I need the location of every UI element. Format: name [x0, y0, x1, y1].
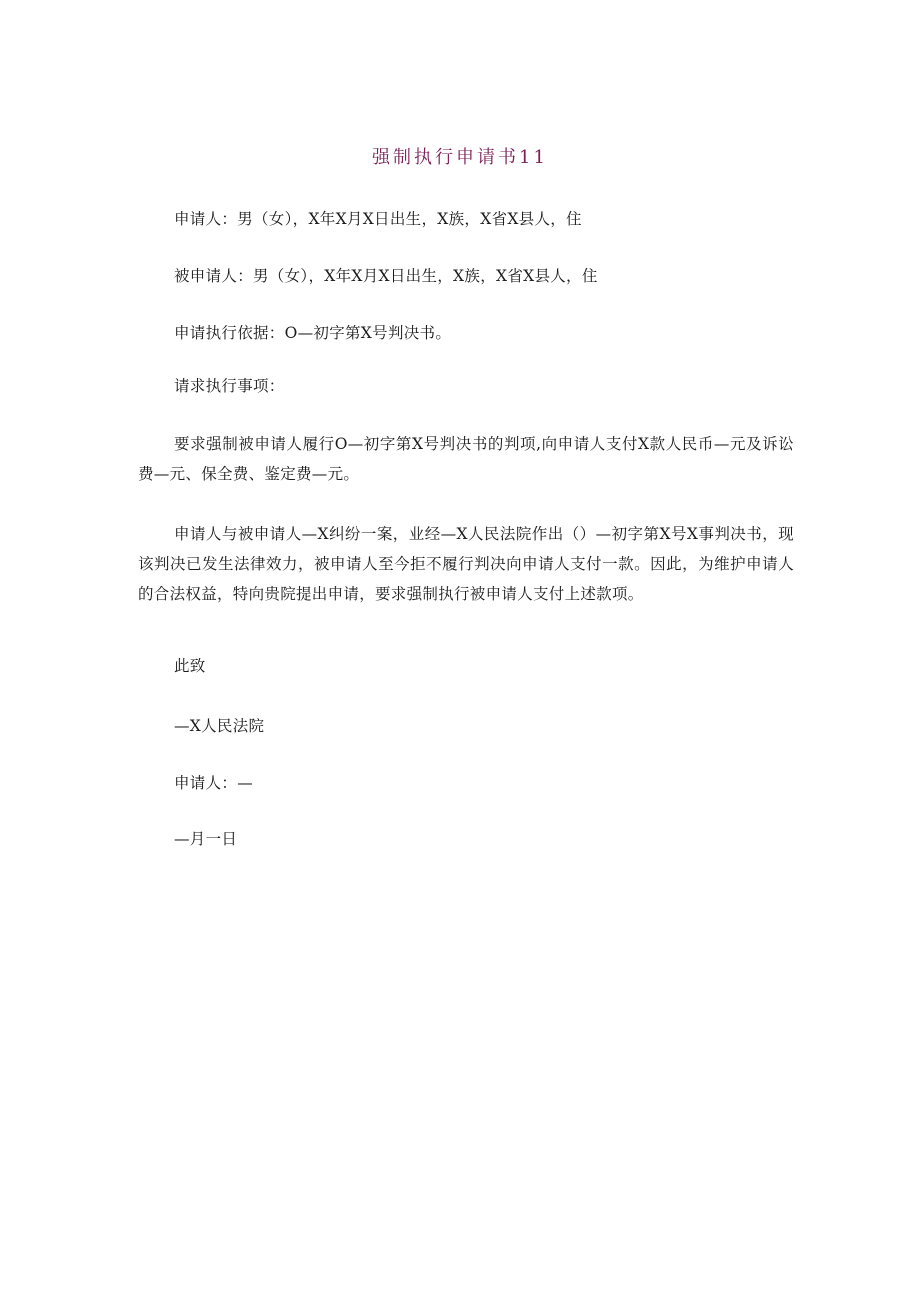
salutation: 此致 — [174, 657, 206, 675]
document-title: 强制执行申请书11 — [372, 147, 548, 168]
addressee-court: —X人民法院 — [174, 717, 265, 735]
signature-applicant: 申请人：— — [174, 774, 254, 792]
execution-items-body: 要求强制被申请人履行O—初字第X号判决书的判项,向申请人支付X款人民币—元及诉讼费—元、保全费、鉴定费—元。 — [138, 435, 794, 483]
signature-date: —月一日 — [174, 830, 238, 848]
respondent-info: 被申请人：男（女），X年X月X日出生，X族，X省X县人，住 — [174, 267, 598, 285]
applicant-info: 申请人：男（女），X年X月X日出生，X族，X省X县人，住 — [174, 210, 582, 228]
facts-and-reasons: 申请人与被申请人—X纠纷一案，业经—X人民法院作出（）—初字第X号X事判决书，现该判决已发生法律效力，被申请人至今拒不履行判决向申请人支付一款。因此，为维护申请人的合法权益，特向贵院提出申请，要求强制执行被申请人支付上述款项。 — [138, 525, 794, 603]
execution-items-heading: 请求执行事项： — [174, 377, 285, 395]
execution-basis: 申请执行依据：O—初字第X号判决书。 — [174, 324, 452, 342]
